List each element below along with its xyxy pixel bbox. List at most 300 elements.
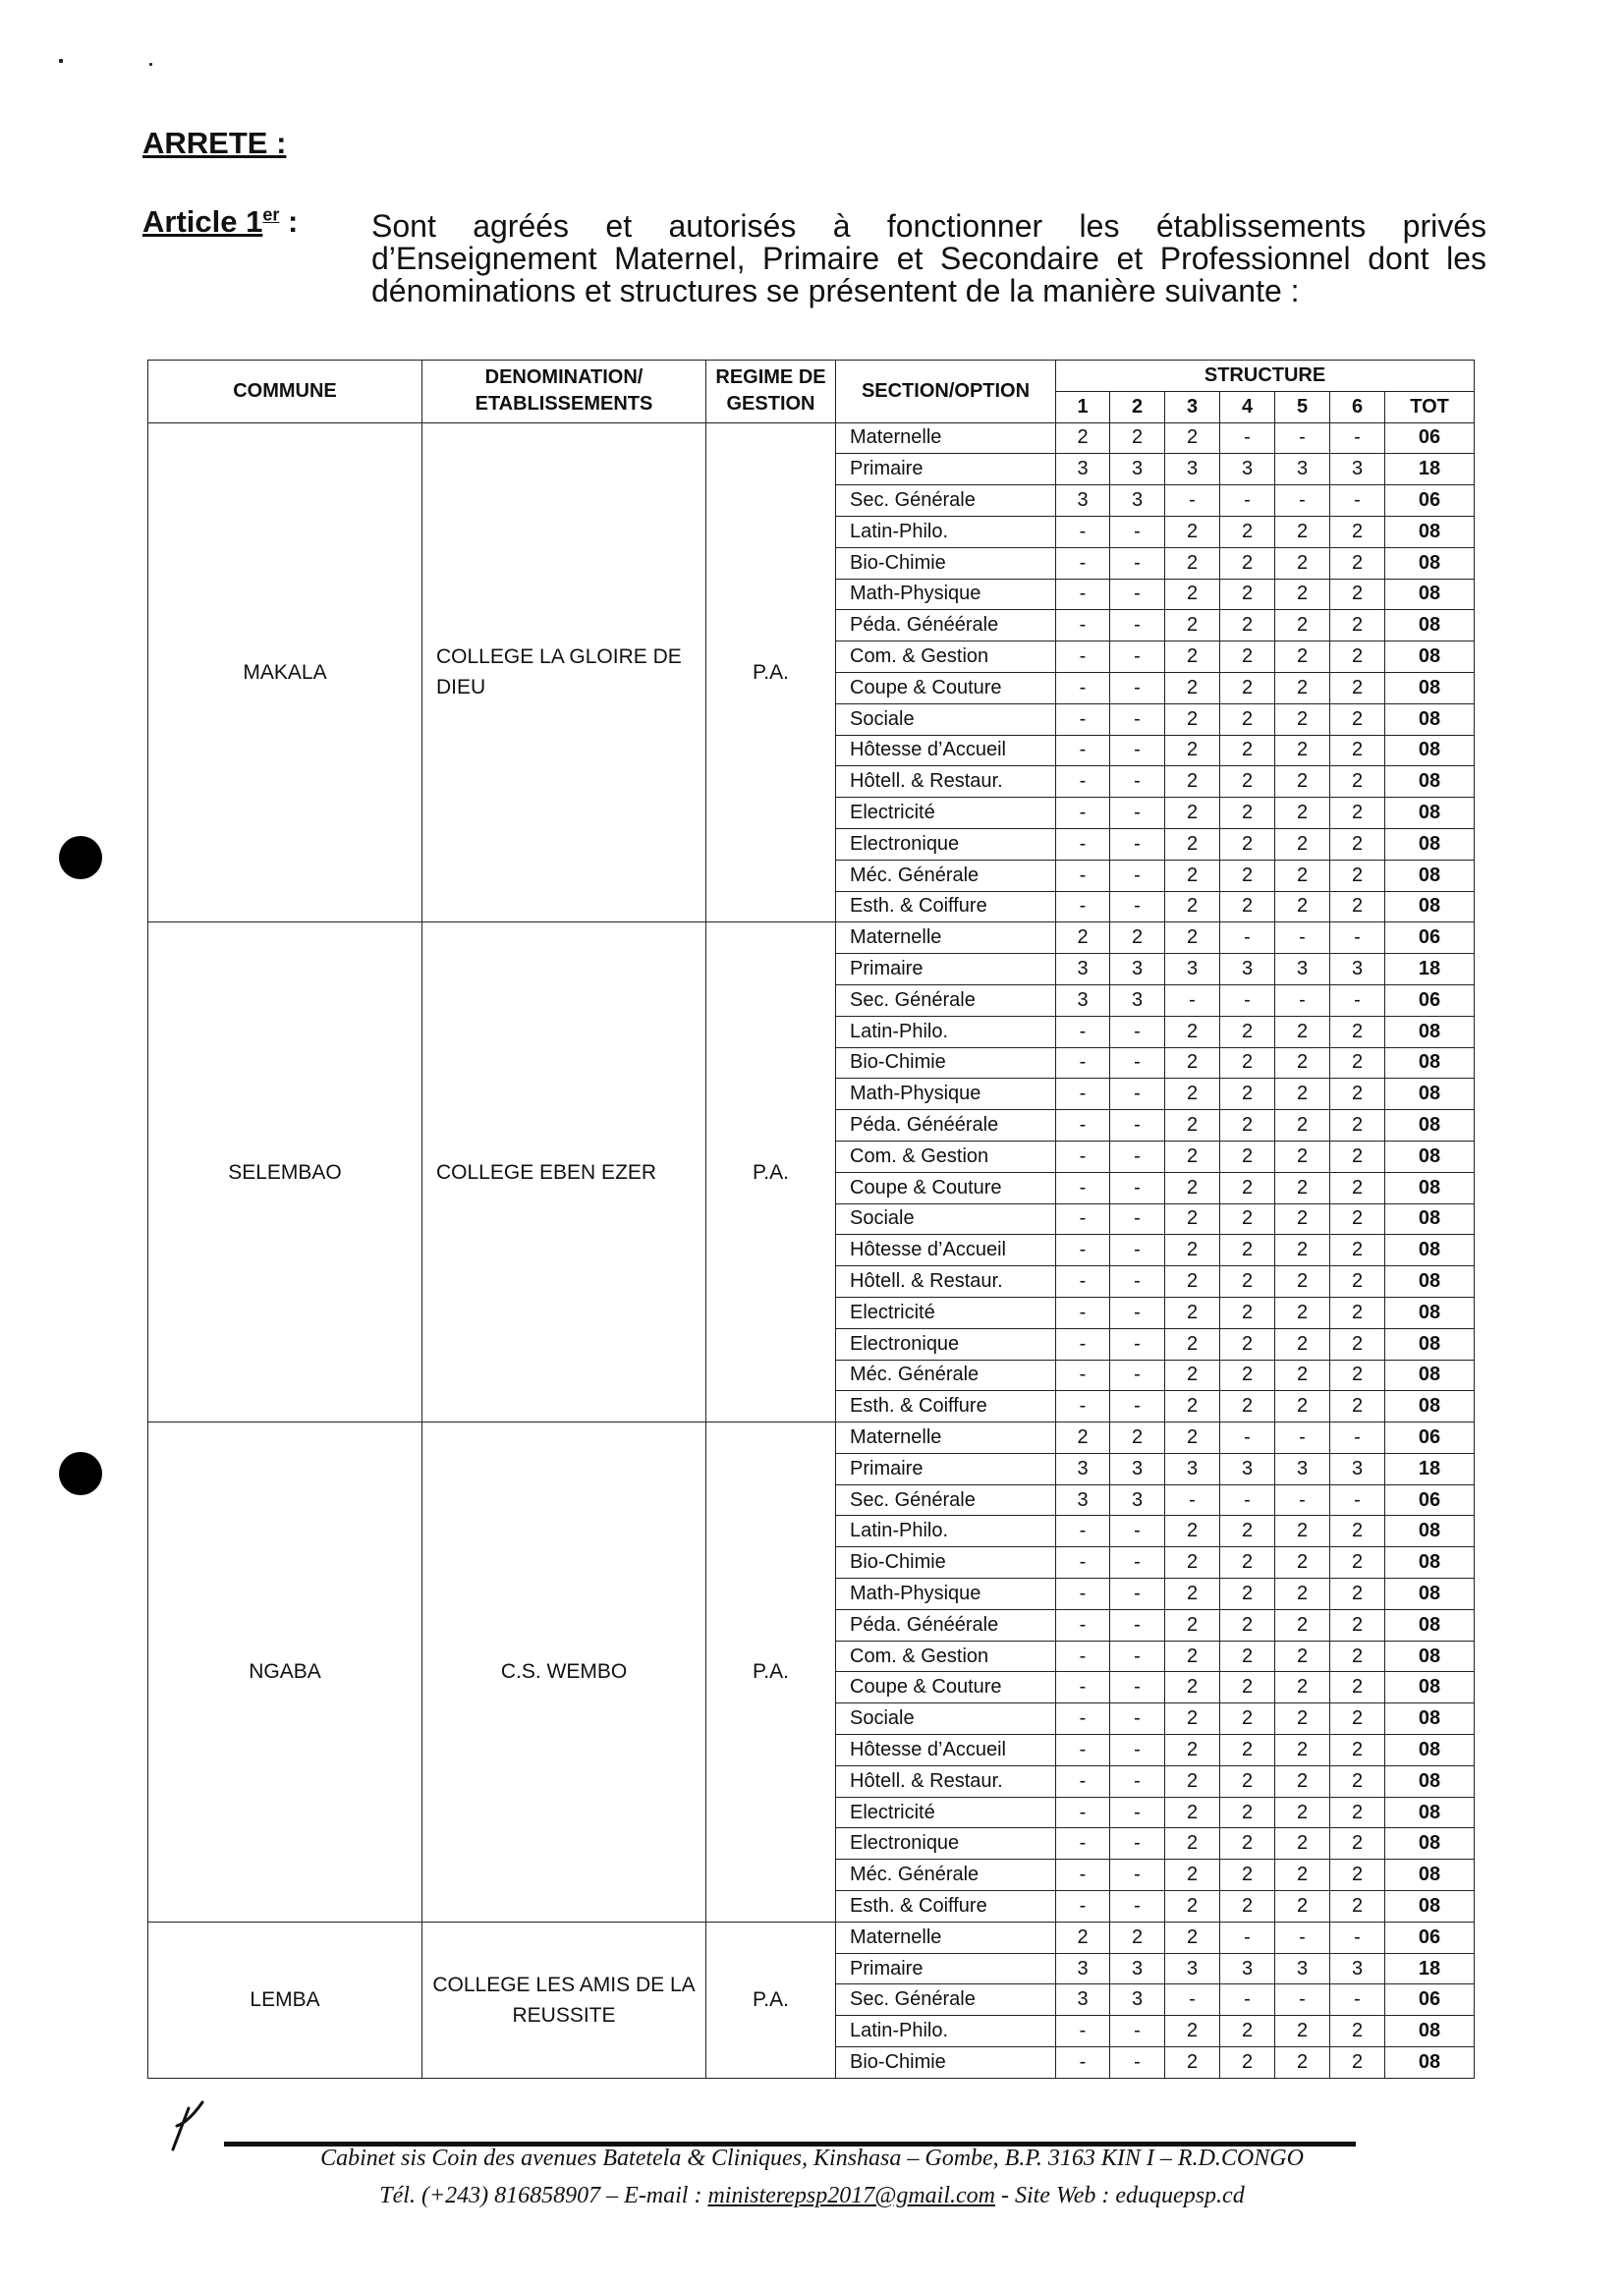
structure-total-cell: 06 [1385,1922,1475,1953]
structure-year-cell: 2 [1330,1828,1385,1860]
article-label-sup: er [262,204,280,225]
structure-year-cell: - [1056,1360,1110,1391]
structure-total-cell: 18 [1385,954,1475,985]
structure-total-cell: 08 [1385,1235,1475,1266]
structure-total-cell: 08 [1385,1391,1475,1422]
commune-cell: LEMBA [148,1922,422,2078]
structure-year-cell: - [1056,1266,1110,1298]
article-label-text: Article 1 [142,204,263,239]
section-option-cell: Bio-Chimie [836,547,1056,579]
structure-year-cell: - [1056,1391,1110,1422]
table-header-row [148,361,1475,392]
structure-year-cell: 2 [1330,1235,1385,1266]
structure-year-cell: 2 [1165,672,1220,703]
structure-year-cell: 2 [1165,1297,1220,1328]
structure-year-cell: 2 [1165,641,1220,673]
structure-year-cell: 2 [1220,1860,1275,1891]
structure-year-cell: - [1110,828,1165,860]
structure-total-cell: 18 [1385,1953,1475,1984]
header-commune: COMMUNE [148,361,422,423]
structure-year-cell: 2 [1110,1422,1165,1454]
section-option-cell: Sociale [836,1703,1056,1735]
structure-year-cell: 2 [1330,2016,1385,2047]
section-option-cell: Hôtell. & Restaur. [836,766,1056,798]
structure-year-cell: 2 [1220,1110,1275,1142]
structure-year-cell: 2 [1165,1797,1220,1828]
section-option-cell: Electronique [836,1828,1056,1860]
structure-year-cell: 2 [1330,547,1385,579]
structure-year-cell: - [1110,1266,1165,1298]
structure-total-cell: 06 [1385,1984,1475,2016]
structure-year-cell: 2 [1330,1579,1385,1610]
section-option-cell: Primaire [836,1453,1056,1484]
structure-total-cell: 08 [1385,641,1475,673]
section-option-cell: Com. & Gestion [836,1641,1056,1672]
structure-year-cell: - [1110,1203,1165,1235]
structure-year-cell: 2 [1330,1765,1385,1797]
structure-year-cell: 2 [1220,579,1275,610]
structure-year-cell: 2 [1275,1235,1330,1266]
structure-year-cell: - [1056,516,1110,547]
structure-total-cell: 08 [1385,1297,1475,1328]
structure-total-cell: 08 [1385,1360,1475,1391]
structure-year-cell: 2 [1330,1672,1385,1703]
structure-total-cell: 08 [1385,1266,1475,1298]
structure-year-cell: - [1110,703,1165,735]
structure-year-cell: - [1056,860,1110,891]
structure-year-cell: - [1056,1735,1110,1766]
section-option-cell: Electricité [836,1297,1056,1328]
structure-year-cell: - [1056,1172,1110,1203]
section-option-cell: Maternelle [836,1422,1056,1454]
structure-total-cell: 08 [1385,1703,1475,1735]
structure-total-cell: 06 [1385,1484,1475,1516]
section-option-cell: Hôtell. & Restaur. [836,1266,1056,1298]
scan-speck [149,63,152,66]
header-year: 5 [1275,391,1330,422]
structure-year-cell: - [1056,610,1110,641]
heading-arrete: ARRETE : [142,126,287,160]
structure-year-cell: - [1110,766,1165,798]
structure-year-cell: 2 [1275,1516,1330,1547]
structure-year-cell: 3 [1056,1453,1110,1484]
structure-year-cell: 2 [1330,1016,1385,1047]
structure-year-cell: 2 [1275,1641,1330,1672]
structure-year-cell: 3 [1056,1484,1110,1516]
scan-speck [59,59,63,63]
structure-year-cell: 2 [1165,2047,1220,2079]
structure-year-cell: 2 [1330,766,1385,798]
structure-year-cell: 2 [1330,1860,1385,1891]
structure-year-cell: 2 [1275,516,1330,547]
structure-year-cell: - [1220,1922,1275,1953]
structure-total-cell: 08 [1385,1047,1475,1079]
structure-year-cell: 2 [1165,1203,1220,1235]
structure-year-cell: - [1056,1703,1110,1735]
denomination-cell: COLLEGE EBEN EZER [422,922,706,1422]
section-option-cell: Latin-Philo. [836,2016,1056,2047]
structure-year-cell: 2 [1165,1735,1220,1766]
section-option-cell: Sociale [836,1203,1056,1235]
structure-year-cell: - [1056,672,1110,703]
structure-year-cell: - [1110,1141,1165,1172]
structure-year-cell: 2 [1275,1360,1330,1391]
header-year: 1 [1056,391,1110,422]
header-section: SECTION/OPTION [836,361,1056,423]
structure-year-cell: 2 [1220,1703,1275,1735]
section-option-cell: Electricité [836,798,1056,829]
structure-year-cell: 2 [1275,1547,1330,1579]
structure-year-cell: - [1110,1547,1165,1579]
structure-total-cell: 08 [1385,891,1475,922]
structure-year-cell: 2 [1275,1047,1330,1079]
structure-total-cell: 06 [1385,485,1475,517]
structure-year-cell: 2 [1330,1266,1385,1298]
structure-year-cell: 2 [1330,579,1385,610]
structure-year-cell: 2 [1220,610,1275,641]
table-row [148,922,1475,954]
structure-year-cell: 2 [1330,1360,1385,1391]
structure-year-cell: - [1110,2016,1165,2047]
section-option-cell: Math-Physique [836,1079,1056,1110]
structure-year-cell: 2 [1220,1672,1275,1703]
structure-year-cell: - [1110,1828,1165,1860]
structure-year-cell: 2 [1165,735,1220,766]
structure-year-cell: 2 [1165,891,1220,922]
structure-year-cell: 3 [1275,1453,1330,1484]
structure-year-cell: - [1056,1516,1110,1547]
structure-year-cell: 2 [1220,1828,1275,1860]
structure-total-cell: 08 [1385,579,1475,610]
section-option-cell: Math-Physique [836,1579,1056,1610]
footer-web: eduquepsp.cd [1115,2183,1245,2208]
structure-year-cell: 2 [1220,703,1275,735]
structure-total-cell: 08 [1385,1641,1475,1672]
structure-year-cell: - [1220,485,1275,517]
structure-total-cell: 08 [1385,1110,1475,1142]
table-row [148,1922,1475,1953]
section-option-cell: Com. & Gestion [836,1141,1056,1172]
structure-year-cell: 3 [1056,954,1110,985]
structure-total-cell: 08 [1385,516,1475,547]
structure-year-cell: 2 [1220,798,1275,829]
structure-year-cell: 2 [1165,860,1220,891]
structure-year-cell: 2 [1275,735,1330,766]
structure-year-cell: 2 [1165,1609,1220,1641]
structure-total-cell: 08 [1385,1828,1475,1860]
structure-year-cell: - [1056,1672,1110,1703]
structure-year-cell: - [1110,1016,1165,1047]
structure-year-cell: 2 [1220,1609,1275,1641]
structure-year-cell: - [1330,1922,1385,1953]
structure-year-cell: 2 [1165,1641,1220,1672]
section-option-cell: Maternelle [836,422,1056,454]
structure-total-cell: 08 [1385,1579,1475,1610]
section-option-cell: Latin-Philo. [836,516,1056,547]
structure-year-cell: 2 [1165,1110,1220,1142]
structure-year-cell: - [1330,422,1385,454]
structure-year-cell: - [1275,1484,1330,1516]
structure-year-cell: 2 [1165,1672,1220,1703]
structure-year-cell: - [1056,891,1110,922]
structure-year-cell: - [1275,485,1330,517]
structure-year-cell: 2 [1165,516,1220,547]
structure-year-cell: 2 [1275,579,1330,610]
structure-year-cell: 2 [1275,1172,1330,1203]
structure-year-cell: - [1056,703,1110,735]
establishments-table [147,360,1475,2079]
structure-year-cell: 2 [1275,828,1330,860]
footer-email-label: E-mail : [624,2183,702,2208]
footer-phone: Tél. (+243) 816858907 [379,2183,601,2208]
structure-year-cell: 2 [1165,1141,1220,1172]
structure-year-cell: 3 [1056,454,1110,485]
structure-year-cell: 2 [1275,703,1330,735]
structure-year-cell: 2 [1275,1266,1330,1298]
structure-year-cell: 2 [1056,422,1110,454]
section-option-cell: Coupe & Couture [836,672,1056,703]
structure-year-cell: - [1110,1235,1165,1266]
binder-hole [59,836,102,879]
structure-year-cell: - [1275,1922,1330,1953]
structure-year-cell: 2 [1056,922,1110,954]
structure-year-cell: 2 [1220,1047,1275,1079]
denomination-cell: COLLEGE LES AMIS DE LA REUSSITE [422,1922,706,2078]
section-option-cell: Electronique [836,1328,1056,1360]
structure-year-cell: - [1110,1579,1165,1610]
header-year: 4 [1220,391,1275,422]
structure-year-cell: 2 [1165,1047,1220,1079]
structure-year-cell: - [1110,1360,1165,1391]
structure-total-cell: 08 [1385,1172,1475,1203]
structure-year-cell: - [1275,422,1330,454]
structure-year-cell: 2 [1330,1797,1385,1828]
structure-year-cell: 2 [1330,1703,1385,1735]
structure-year-cell: 2 [1330,1172,1385,1203]
structure-year-cell: 3 [1275,1953,1330,1984]
structure-year-cell: 2 [1275,1891,1330,1923]
structure-year-cell: 2 [1330,1735,1385,1766]
structure-year-cell: - [1110,1765,1165,1797]
structure-year-cell: - [1110,1672,1165,1703]
structure-year-cell: 3 [1330,954,1385,985]
structure-year-cell: 3 [1220,954,1275,985]
section-option-cell: Electronique [836,828,1056,860]
structure-year-cell: 2 [1330,1391,1385,1422]
structure-total-cell: 08 [1385,1016,1475,1047]
section-option-cell: Electricité [836,1797,1056,1828]
structure-year-cell: 2 [1220,1079,1275,1110]
section-option-cell: Coupe & Couture [836,1672,1056,1703]
section-option-cell: Bio-Chimie [836,1047,1056,1079]
structure-year-cell: 3 [1165,1453,1220,1484]
section-option-cell: Péda. Généérale [836,1110,1056,1142]
structure-year-cell: 2 [1275,641,1330,673]
section-option-cell: Coupe & Couture [836,1172,1056,1203]
section-option-cell: Latin-Philo. [836,1516,1056,1547]
structure-year-cell: 2 [1056,1922,1110,1953]
structure-year-cell: 2 [1330,828,1385,860]
structure-year-cell: 2 [1165,1079,1220,1110]
section-option-cell: Sec. Générale [836,485,1056,517]
structure-year-cell: 3 [1110,454,1165,485]
commune-cell: NGABA [148,1422,422,1923]
structure-year-cell: - [1056,1609,1110,1641]
structure-year-cell: - [1056,1016,1110,1047]
structure-year-cell: - [1056,766,1110,798]
structure-year-cell: 2 [1165,922,1220,954]
structure-year-cell: 3 [1110,954,1165,985]
structure-year-cell: - [1110,1609,1165,1641]
regime-cell: P.A. [706,1922,836,2078]
structure-total-cell: 08 [1385,798,1475,829]
section-option-cell: Sec. Générale [836,984,1056,1016]
structure-total-cell: 08 [1385,2047,1475,2079]
section-option-cell: Latin-Philo. [836,1016,1056,1047]
structure-year-cell: 2 [1275,2016,1330,2047]
structure-year-cell: - [1220,1484,1275,1516]
structure-year-cell: 2 [1220,1360,1275,1391]
structure-year-cell: 2 [1330,798,1385,829]
structure-year-cell: - [1330,1422,1385,1454]
structure-year-cell: - [1110,1516,1165,1547]
structure-year-cell: 2 [1165,610,1220,641]
structure-year-cell: 2 [1220,1735,1275,1766]
structure-year-cell: 2 [1165,2016,1220,2047]
structure-year-cell: 2 [1165,1891,1220,1923]
structure-year-cell: 2 [1110,922,1165,954]
header-year: 2 [1110,391,1165,422]
structure-year-cell: - [1275,984,1330,1016]
structure-year-cell: - [1056,1765,1110,1797]
structure-year-cell: 2 [1330,1516,1385,1547]
structure-year-cell: 2 [1220,1579,1275,1610]
structure-year-cell: 2 [1220,1235,1275,1266]
structure-year-cell: 2 [1220,1765,1275,1797]
structure-year-cell: - [1110,2047,1165,2079]
structure-year-cell: - [1275,1984,1330,2016]
structure-total-cell: 08 [1385,1735,1475,1766]
structure-year-cell: 2 [1165,766,1220,798]
section-option-cell: Hôtesse d’Accueil [836,735,1056,766]
section-option-cell: Sec. Générale [836,1484,1056,1516]
structure-year-cell: 3 [1165,954,1220,985]
structure-year-cell: - [1220,984,1275,1016]
structure-year-cell: 2 [1275,1579,1330,1610]
structure-year-cell: - [1110,641,1165,673]
structure-year-cell: 2 [1165,1422,1220,1454]
table-body [148,422,1475,2078]
structure-year-cell: 3 [1110,485,1165,517]
section-option-cell: Bio-Chimie [836,1547,1056,1579]
structure-year-cell: - [1110,1047,1165,1079]
structure-total-cell: 06 [1385,922,1475,954]
structure-year-cell: 3 [1110,984,1165,1016]
structure-year-cell: - [1056,547,1110,579]
structure-year-cell: 2 [1275,1609,1330,1641]
structure-year-cell: 3 [1056,1953,1110,1984]
structure-year-cell: 3 [1330,454,1385,485]
structure-year-cell: 2 [1220,1891,1275,1923]
structure-total-cell: 08 [1385,1672,1475,1703]
section-option-cell: Primaire [836,954,1056,985]
structure-year-cell: - [1330,1484,1385,1516]
structure-year-cell: 2 [1275,1765,1330,1797]
section-option-cell: Primaire [836,1953,1056,1984]
structure-year-cell: 2 [1165,1579,1220,1610]
section-option-cell: Math-Physique [836,579,1056,610]
structure-year-cell: 3 [1110,1984,1165,2016]
structure-year-cell: 3 [1330,1953,1385,1984]
structure-year-cell: - [1220,1422,1275,1454]
structure-total-cell: 08 [1385,1516,1475,1547]
structure-year-cell: 2 [1275,610,1330,641]
structure-year-cell: 2 [1275,1016,1330,1047]
structure-year-cell: 2 [1275,672,1330,703]
structure-year-cell: 2 [1330,891,1385,922]
article-label [142,204,298,240]
structure-year-cell: 2 [1220,516,1275,547]
structure-year-cell: 2 [1165,1516,1220,1547]
structure-year-cell: 2 [1330,1328,1385,1360]
structure-year-cell: - [1110,672,1165,703]
structure-year-cell: - [1056,2016,1110,2047]
binder-hole [59,1452,102,1495]
structure-year-cell: - [1056,1860,1110,1891]
structure-year-cell: 2 [1220,1328,1275,1360]
structure-year-cell: 2 [1330,735,1385,766]
section-option-cell: Sociale [836,703,1056,735]
section-option-cell: Péda. Généérale [836,1609,1056,1641]
header-year: 6 [1330,391,1385,422]
section-option-cell: Maternelle [836,922,1056,954]
structure-year-cell: - [1110,891,1165,922]
structure-total-cell: 08 [1385,1141,1475,1172]
structure-year-cell: - [1056,1235,1110,1266]
structure-year-cell: - [1056,1547,1110,1579]
structure-year-cell: - [1056,1047,1110,1079]
structure-year-cell: 2 [1275,1297,1330,1328]
structure-year-cell: 2 [1165,1765,1220,1797]
structure-year-cell: - [1110,1703,1165,1735]
structure-year-cell: 2 [1275,891,1330,922]
structure-year-cell: 3 [1165,1953,1220,1984]
structure-year-cell: 2 [1330,1609,1385,1641]
structure-year-cell: - [1330,485,1385,517]
structure-year-cell: 2 [1220,2016,1275,2047]
structure-year-cell: 2 [1165,828,1220,860]
structure-year-cell: 2 [1275,1860,1330,1891]
structure-year-cell: 2 [1220,1797,1275,1828]
regime-cell: P.A. [706,922,836,1422]
structure-year-cell: 2 [1275,547,1330,579]
structure-year-cell: 2 [1056,1422,1110,1454]
structure-year-cell: 2 [1165,798,1220,829]
structure-year-cell: 2 [1330,1547,1385,1579]
structure-year-cell: - [1330,984,1385,1016]
structure-year-cell: - [1056,1141,1110,1172]
structure-year-cell: 2 [1275,1703,1330,1735]
structure-year-cell: 2 [1110,1922,1165,1953]
structure-total-cell: 08 [1385,1891,1475,1923]
structure-year-cell: - [1110,1328,1165,1360]
structure-year-cell: 3 [1056,984,1110,1016]
structure-year-cell: - [1110,1797,1165,1828]
section-option-cell: Hôtesse d’Accueil [836,1735,1056,1766]
structure-total-cell: 08 [1385,1609,1475,1641]
header-regime: REGIME DE GESTION [706,361,836,423]
structure-year-cell: 3 [1275,454,1330,485]
